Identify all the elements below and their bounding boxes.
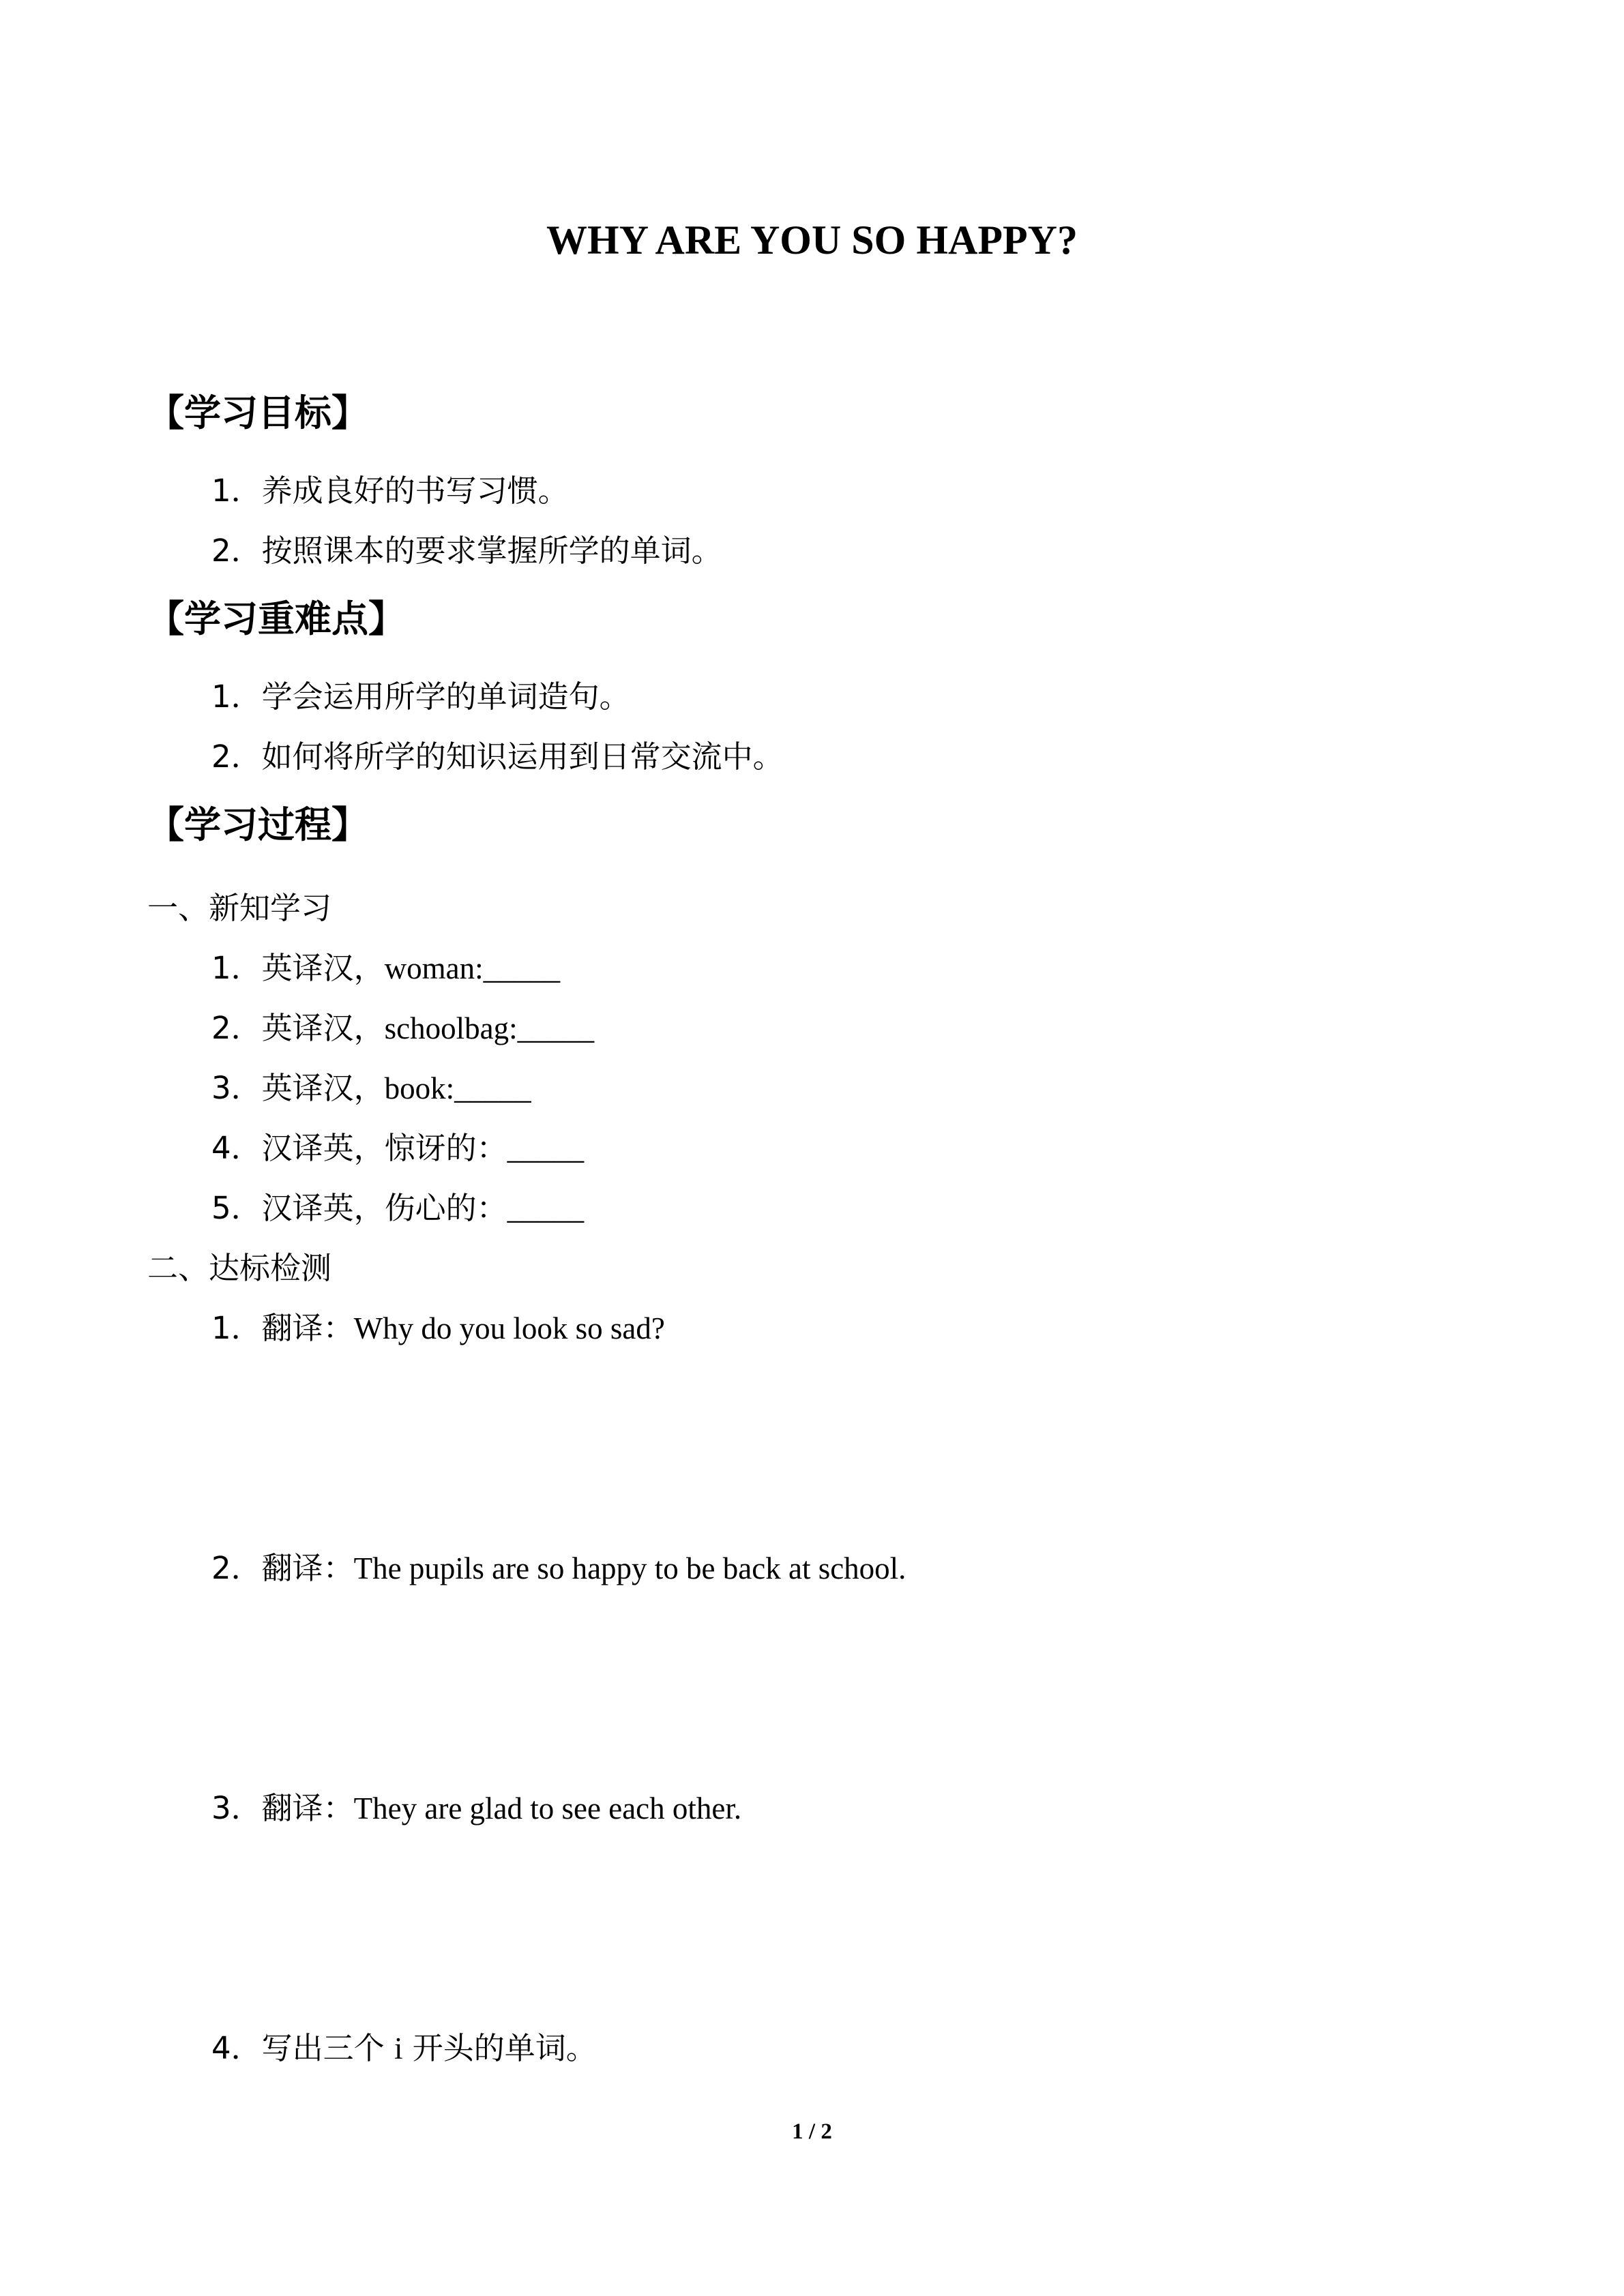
page-number: 1 / 2 (792, 2119, 832, 2144)
item-prefix: 翻译： (261, 1550, 354, 1586)
item-text: 如何将所学的知识运用到日常交流中。 (261, 739, 784, 775)
answer-blank[interactable]: _____ (517, 1011, 595, 1045)
item-number: 1． (211, 679, 262, 715)
translation-item (211, 1787, 741, 1830)
key-point-item (211, 675, 630, 719)
key-point-item (211, 735, 784, 779)
item-word: 惊讶的： (384, 1130, 507, 1166)
item-text: 按照课本的要求掌握所学的单词。 (261, 533, 722, 569)
item-number: 1． (211, 950, 262, 986)
item-number: 4． (211, 2030, 262, 2066)
item-sentence: They are glad to see each other. (353, 1791, 742, 1825)
item-number: 3． (211, 1790, 262, 1826)
item-number: 4． (211, 1130, 262, 1166)
item-number: 2． (211, 1550, 262, 1586)
section-heading-process: 【学习过程】 (147, 803, 368, 846)
goal-item (211, 469, 569, 513)
exercise-item (211, 1007, 594, 1050)
item-prefix: 英译汉， (261, 950, 385, 986)
item-word: schoolbag: (384, 1011, 518, 1045)
item-prefix: 英译汉， (261, 1070, 385, 1106)
item-number: 1． (211, 1310, 262, 1346)
exercise-item (211, 1127, 584, 1170)
item-sentence: The pupils are so happy to be back at school. (353, 1551, 906, 1585)
goal-item (211, 529, 722, 573)
exercise-item (211, 1187, 584, 1230)
translation-item (211, 1547, 906, 1590)
document-title: WHY ARE YOU SO HAPPY? (546, 218, 1078, 263)
item-word: woman: (384, 951, 484, 985)
exercise-item (211, 946, 560, 990)
item-prefix: 汉译英， (261, 1130, 385, 1166)
item-prefix: 翻译： (261, 1310, 354, 1346)
part-label-new-knowledge: 一、新知学习 (147, 890, 332, 926)
answer-blank[interactable]: _____ (454, 1071, 531, 1105)
word-writing-item (211, 2027, 597, 2070)
item-prefix: 写出三个 (261, 2030, 394, 2066)
translation-item (211, 1307, 665, 1350)
item-letter: i (394, 2031, 403, 2066)
item-number: 2． (211, 739, 262, 775)
item-number: 2． (211, 533, 262, 569)
item-number: 5． (211, 1190, 262, 1226)
section-heading-key-points: 【学习重难点】 (147, 597, 405, 640)
item-sentence: Why do you look so sad? (353, 1311, 665, 1345)
part-label-assessment: 二、达标检测 (147, 1250, 332, 1286)
item-word: book: (384, 1071, 455, 1105)
item-number: 3． (211, 1070, 262, 1106)
item-number: 1． (211, 473, 262, 509)
exercise-item (211, 1067, 531, 1110)
item-text: 学会运用所学的单词造句。 (261, 679, 630, 715)
answer-blank[interactable]: _____ (483, 951, 561, 985)
item-prefix: 英译汉， (261, 1010, 385, 1046)
item-text: 养成良好的书写习惯。 (261, 473, 569, 509)
item-word: 伤心的： (384, 1190, 507, 1226)
item-number: 2． (211, 1010, 262, 1046)
item-prefix: 翻译： (261, 1790, 354, 1826)
section-heading-goals: 【学习目标】 (147, 391, 368, 434)
item-suffix: 开头的单词。 (402, 2030, 597, 2066)
answer-blank[interactable]: _____ (507, 1191, 585, 1225)
answer-blank[interactable]: _____ (507, 1131, 585, 1165)
item-prefix: 汉译英， (261, 1190, 385, 1226)
